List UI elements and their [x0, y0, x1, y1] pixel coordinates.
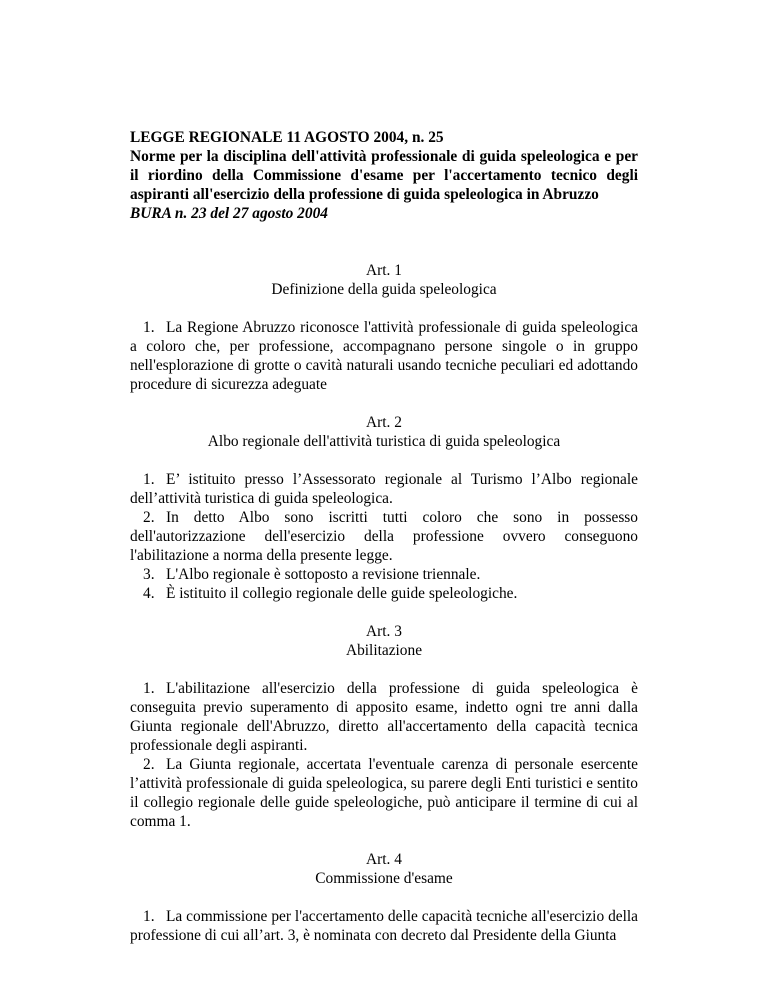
article-2-body — [130, 470, 638, 603]
document-page — [130, 128, 638, 945]
comma-text: La Giunta regionale, accertata l'eventuale carenza di personale esercente l’attività professionale di guida speleologica, su parere degli Enti turistici e sentito il collegio regionale delle guide speleologiche, può anticipare il termine di cui al comma 1. — [130, 756, 638, 830]
law-title: Norme per la disciplina dell'attività professionale di guida speleologica e per il riordino della Commissione d'esame per l'accertamento tecnico degli aspiranti all'esercizio della professione di guida speleologica in Abruzzo — [130, 148, 638, 203]
article-title: Definizione della guida speleologica — [271, 281, 497, 298]
comma — [130, 565, 638, 584]
comma — [130, 508, 638, 565]
article-1-heading — [130, 261, 638, 299]
article-4-body — [130, 907, 638, 945]
comma — [130, 679, 638, 755]
comma-text: L'Albo regionale è sottoposto a revisione triennale. — [166, 566, 481, 583]
comma-text: L'abilitazione all'esercizio della professione di guida speleologica è conseguita previo superamento di apposito esame, indetto ogni tre anni dalla Giunta regionale dell'Abruzzo, diretto all'accertamento della capacità tecnica professionale degli aspiranti. — [130, 680, 638, 754]
article-number: Art. 1 — [366, 262, 402, 279]
comma-number: 2. — [143, 756, 155, 773]
bura-reference: BURA n. 23 del 27 agosto 2004 — [130, 205, 328, 222]
comma — [130, 584, 638, 603]
law-heading: LEGGE REGIONALE 11 AGOSTO 2004, n. 25 — [130, 129, 444, 146]
article-2-heading — [130, 413, 638, 451]
comma-number: 1. — [143, 680, 155, 697]
comma-number: 2. — [143, 509, 155, 526]
article-4-heading — [130, 850, 638, 888]
article-3-body — [130, 679, 638, 831]
comma-text: La commissione per l'accertamento delle capacità tecniche all'esercizio della professione di cui all’art. 3, è nominata con decreto dal Presidente della Giunta — [130, 908, 638, 944]
comma-number: 1. — [143, 319, 155, 336]
article-number: Art. 4 — [366, 851, 402, 868]
comma-text: E’ istituito presso l’Assessorato regionale al Turismo l’Albo regionale dell’attività turistica di guida speleologica. — [130, 471, 638, 507]
comma — [130, 907, 638, 945]
comma-number: 3. — [143, 566, 155, 583]
comma-number: 1. — [143, 471, 155, 488]
comma-number: 4. — [143, 585, 155, 602]
article-1-body — [130, 318, 638, 394]
article-title: Abilitazione — [345, 642, 423, 659]
article-title: Albo regionale dell'attività turistica di guida speleologica — [207, 433, 561, 450]
article-title: Commissione d'esame — [315, 870, 453, 887]
article-3-heading — [130, 622, 638, 660]
comma-text: È istituito il collegio regionale delle guide speleologiche. — [166, 585, 518, 602]
comma-text: La Regione Abruzzo riconosce l'attività professionale di guida speleologica a coloro che, per professione, accompagnano persone singole o in gruppo nell'esplorazione di grotte o cavità naturali usando tecniche peculiari ed adottando procedure di sicurezza adeguate — [130, 319, 638, 393]
comma-text: In detto Albo sono iscritti tutti coloro che sono in possesso dell'autorizzazione dell'esercizio della professione ovvero conseguono l'abilitazione a norma della presente legge. — [130, 509, 638, 564]
article-number: Art. 3 — [366, 623, 402, 640]
document-header — [130, 128, 638, 223]
comma — [130, 318, 638, 394]
comma-number: 1. — [143, 908, 155, 925]
comma — [130, 470, 638, 508]
comma — [130, 755, 638, 831]
article-number: Art. 2 — [366, 414, 402, 431]
